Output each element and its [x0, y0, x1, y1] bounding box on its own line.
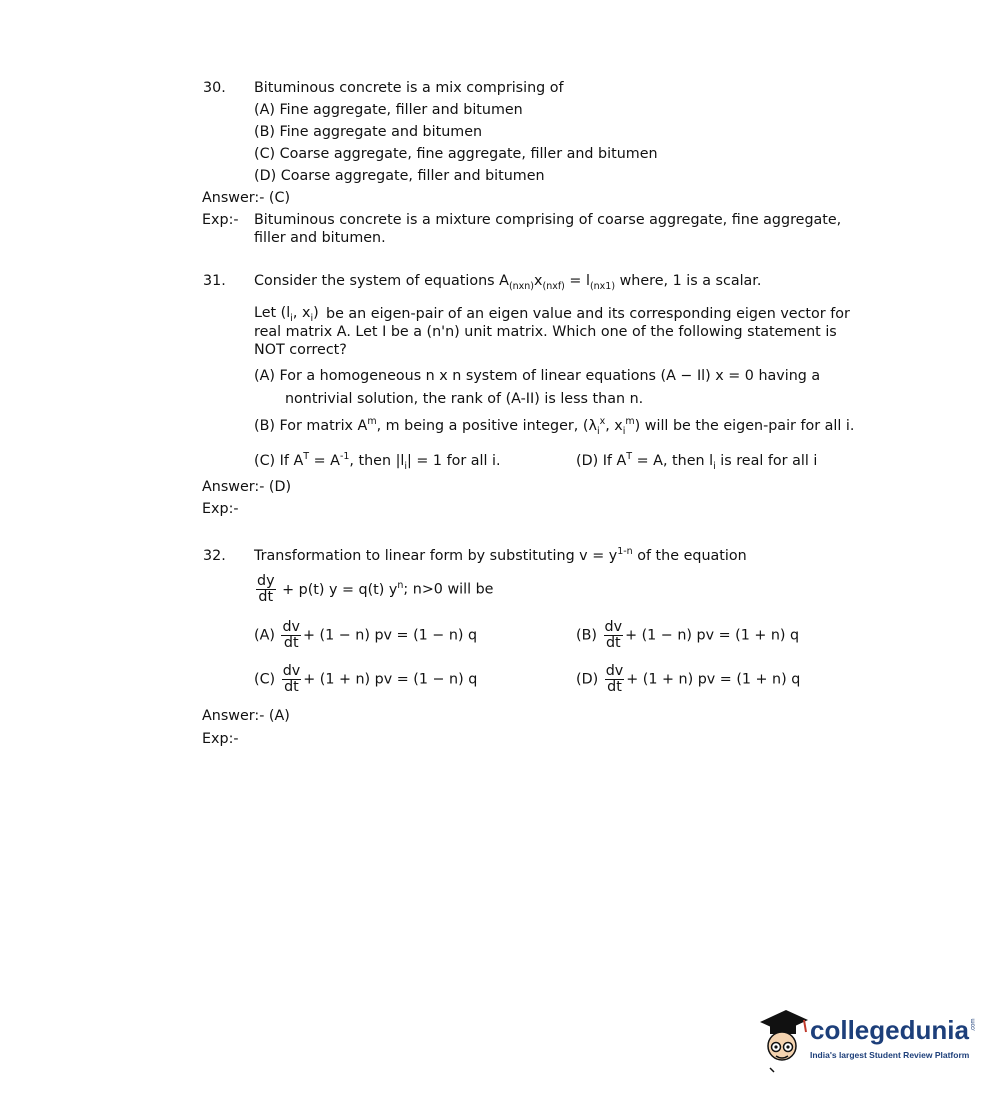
q30-question: Bituminous concrete is a mix comprising of: [254, 80, 564, 96]
q31-option-b: (B) For matrix $A^m$, m being a positive integer, ($\lambda_i^x$, $x_i^m$) will be the eigen-pair for all i.: [254, 416, 855, 437]
q32-equation: $\frac{dy}{dt}$ + p(t) y = q(t) $y^n$; n>0 will be: [257, 573, 494, 605]
q32-answer: Answer:- (A): [202, 708, 290, 724]
logo-wordmark: collegedunia: [810, 1015, 969, 1045]
q32-exp-label: Exp:-: [202, 731, 239, 747]
q30-number: 30.: [203, 80, 226, 96]
q30-option-b: (B) Fine aggregate and bitumen: [254, 124, 483, 140]
logo-tagline: India's largest Student Review Platform: [810, 1050, 970, 1060]
q30-option-c: (C) Coarse aggregate, fine aggregate, filler and bitumen: [254, 146, 658, 162]
q31-para: be an eigen-pair of an eigen value and its corresponding eigen vector for real matrix A. Let I be a (n'n) unit matrix. Which one of the following statement is NOT correct?: [254, 306, 850, 358]
q30-exp-text: Bituminous concrete is a mixture comprising of coarse aggregate, fine aggregate, filler and bitumen.: [254, 212, 842, 246]
q31-number: 31.: [203, 273, 226, 289]
q30-exp-label: Exp:-: [202, 212, 239, 228]
q31-question: Consider the system of equations $A_{(nxn)}x_{(nxf)} = l_{(nx1)}$ where, 1 is a scalar.: [254, 273, 762, 292]
logo-com: .com: [970, 1018, 977, 1032]
q32-number: 32.: [203, 548, 226, 564]
q31-option-c: (C) If $A^T = A^{-1}$, then $|l_i| = 1$ for all i.: [254, 451, 501, 472]
q32-option-b: (B) $\frac{dv}{dt}$ + (1 − n) pv = (1 + n) q: [576, 619, 800, 651]
q30-option-d: (D) Coarse aggregate, filler and bitumen: [254, 168, 545, 184]
q32-option-d: (D) $\frac{dv}{dt}$ + (1 + n) pv = (1 + n) q: [576, 663, 801, 695]
q30-answer: Answer:- (C): [202, 190, 291, 206]
q32-question: Transformation to linear form by substituting $v = y^{1-n}$ of the equation: [254, 546, 747, 564]
q30-option-a: (A) Fine aggregate, filler and bitumen: [254, 102, 523, 118]
q31-option-d: (D) If $A^T = A$, then $l_i$ is real for all i: [576, 451, 818, 472]
q31-option-a: (A) For a homogeneous n x n system of linear equations (A − Il) x = 0 having a: [254, 368, 821, 384]
q31-para-line1: Let ($l_i$, $x_i$): [254, 305, 319, 324]
q31-exp-label: Exp:-: [202, 501, 239, 517]
q31-answer: Answer:- (D): [202, 479, 292, 495]
q31-option-a-line2: nontrivial solution, the rank of (A-II) is less than n.: [285, 391, 644, 407]
q32-option-c: (C) $\frac{dv}{dt}$ + (1 + n) pv = (1 − n) q: [254, 663, 478, 695]
q32-option-a: (A) $\frac{dv}{dt}$ + (1 − n) pv = (1 − n) q: [254, 619, 478, 651]
